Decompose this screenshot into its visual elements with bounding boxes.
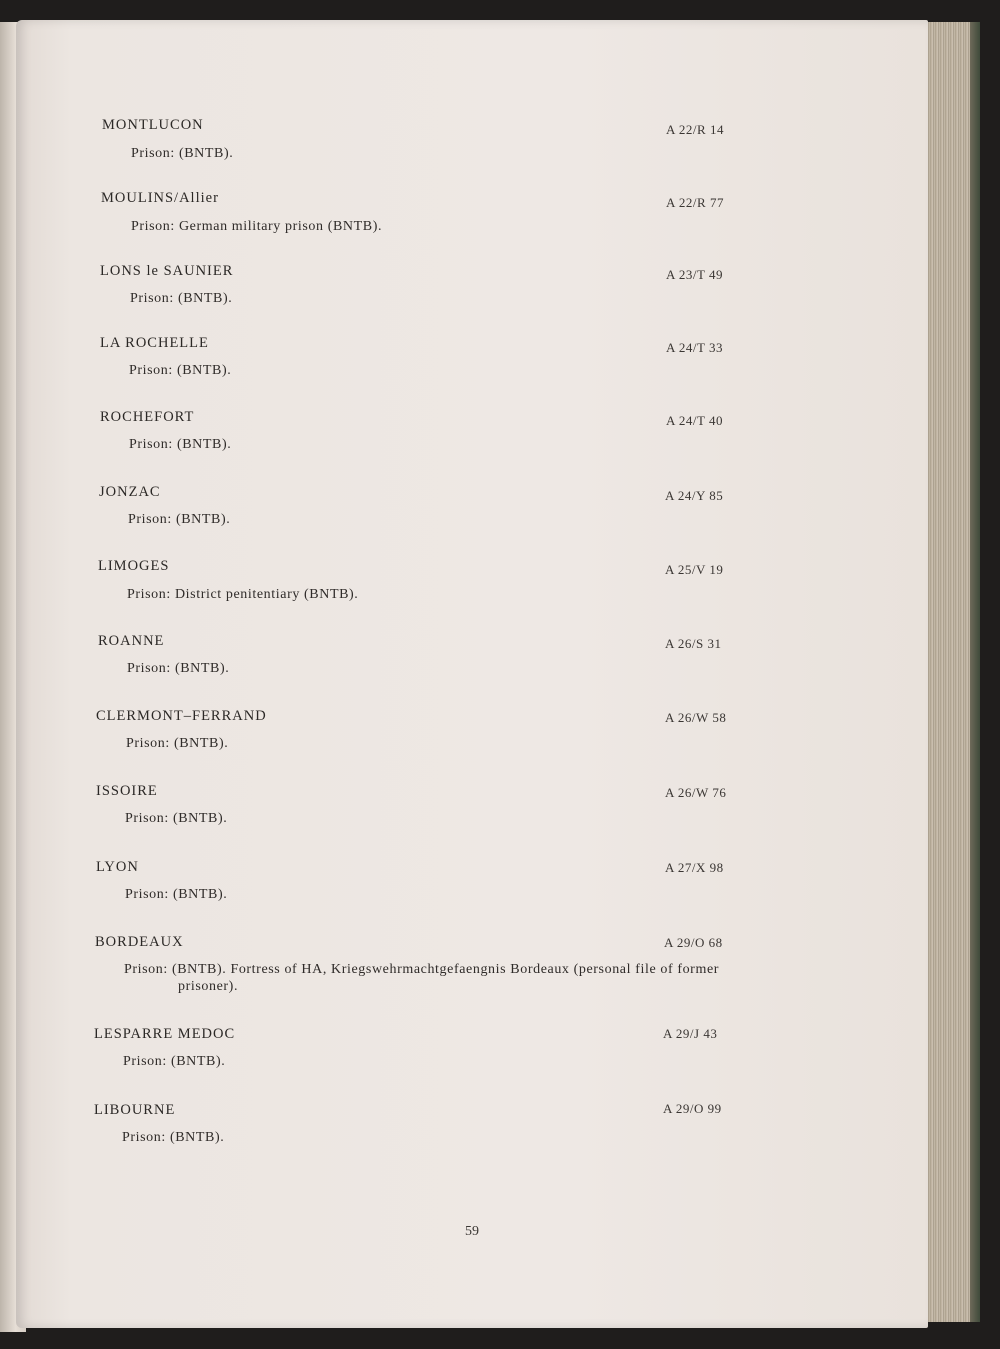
city-name: LESPARRE MEDOC bbox=[94, 1026, 236, 1042]
archive-reference: A 29/O 68 bbox=[664, 935, 723, 950]
prison-detail: Prison: (BNTB). bbox=[125, 811, 228, 826]
city-name: ROANNE bbox=[98, 633, 165, 649]
archive-reference: A 27/X 98 bbox=[665, 860, 724, 875]
book-page-edges bbox=[924, 22, 980, 1322]
prison-detail: Prison: (BNTB). bbox=[123, 1054, 226, 1069]
city-name: CLERMONT–FERRAND bbox=[96, 708, 267, 724]
city-name: LIBOURNE bbox=[94, 1102, 176, 1118]
city-name: LA ROCHELLE bbox=[100, 335, 209, 351]
prison-detail bbox=[124, 961, 824, 995]
prison-detail: Prison: (BNTB). bbox=[130, 291, 233, 306]
archive-reference: A 22/R 77 bbox=[666, 195, 724, 210]
prison-detail: Prison: (BNTB). bbox=[127, 661, 230, 676]
prison-detail: Prison: (BNTB). bbox=[125, 887, 228, 902]
archive-reference: A 24/T 33 bbox=[666, 340, 723, 355]
prison-detail-line: Prison: (BNTB). Fortress of HA, Kriegswehrmachtgefaengnis Bordeaux (personal file of former bbox=[124, 962, 720, 977]
city-name: ISSOIRE bbox=[96, 783, 158, 799]
city-name: LIMOGES bbox=[98, 558, 170, 574]
archive-reference: A 29/J 43 bbox=[663, 1026, 718, 1041]
prison-detail: Prison: (BNTB). bbox=[129, 437, 232, 452]
city-name: MOULINS/Allier bbox=[101, 190, 219, 206]
page-number: 59 bbox=[465, 1224, 479, 1239]
archive-reference: A 22/R 14 bbox=[666, 122, 724, 137]
city-name: LYON bbox=[96, 859, 139, 875]
archive-reference: A 26/W 58 bbox=[665, 710, 727, 725]
prison-detail: Prison: (BNTB). bbox=[122, 1130, 225, 1145]
prison-detail: Prison: German military prison (BNTB). bbox=[131, 219, 383, 234]
archive-reference: A 24/Y 85 bbox=[665, 488, 724, 503]
archive-reference: A 24/T 40 bbox=[666, 413, 723, 428]
prison-detail: Prison: (BNTB). bbox=[126, 736, 229, 751]
archive-reference: A 26/W 76 bbox=[665, 785, 727, 800]
city-name: MONTLUCON bbox=[102, 117, 204, 133]
city-name: BORDEAUX bbox=[95, 934, 184, 950]
city-name: LONS le SAUNIER bbox=[100, 263, 234, 279]
archive-reference: A 23/T 49 bbox=[666, 267, 723, 282]
prison-detail: Prison: (BNTB). bbox=[128, 512, 231, 527]
prison-detail: Prison: (BNTB). bbox=[129, 363, 232, 378]
archive-reference: A 26/S 31 bbox=[665, 636, 722, 651]
book-page bbox=[16, 20, 928, 1328]
prison-detail: Prison: District penitentiary (BNTB). bbox=[127, 587, 359, 602]
archive-reference: A 25/V 19 bbox=[665, 562, 724, 577]
city-name: ROCHEFORT bbox=[100, 409, 195, 425]
archive-reference: A 29/O 99 bbox=[663, 1101, 722, 1116]
prison-detail: Prison: (BNTB). bbox=[131, 146, 234, 161]
city-name: JONZAC bbox=[99, 484, 161, 500]
prison-detail-continuation: prisoner). bbox=[178, 979, 239, 994]
